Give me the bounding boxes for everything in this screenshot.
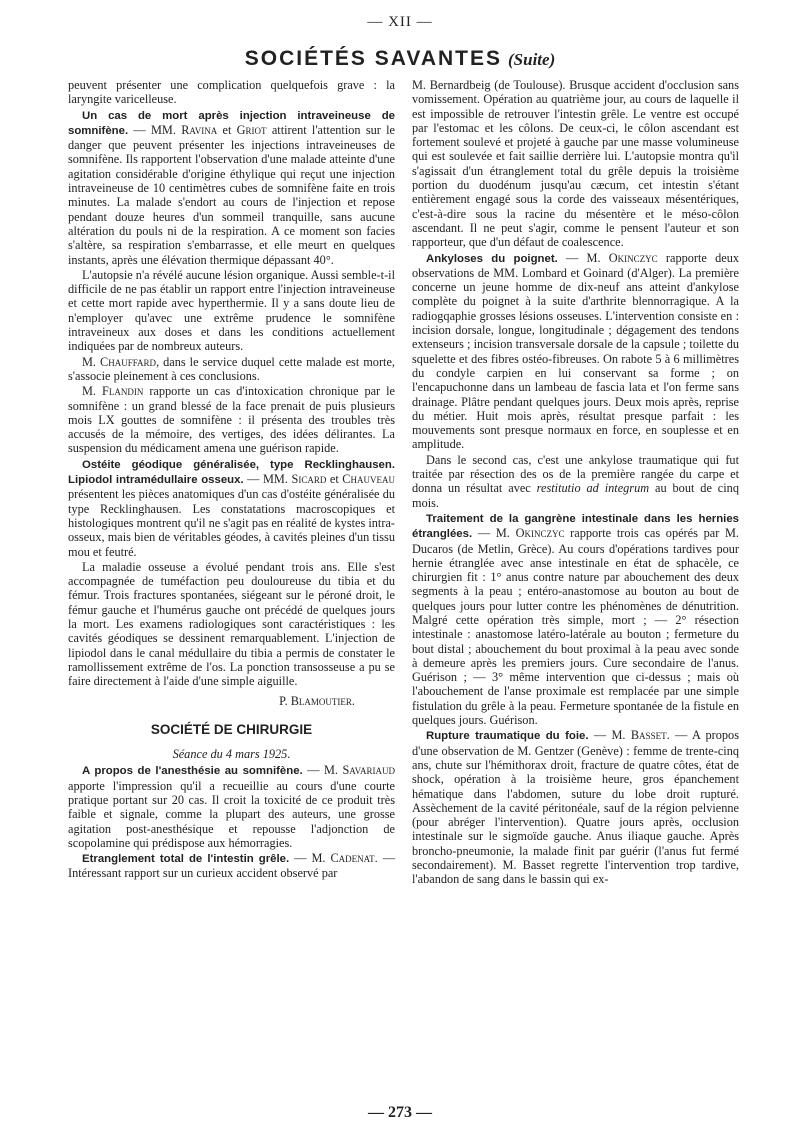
paragraph: Ostéite géodique généralisée, type Recklinghausen. Lipiodol intramédullaire osseux. — MM. Sicard et Chauveau présentent les pièces anatomiques d'un cas d'ostéite généralisée du type Recklinghausen. Les constatations macroscopiques et histologiques montrent qu'il ne s'agit pas en réalité de kystes intra-osseux, mais bien de véritables géodes, à cavités pleines d'un tissu mou et feutré. [68, 458, 395, 559]
left-column [68, 78, 395, 881]
paragraph: M. Flandin rapporte un cas d'intoxication chronique par le somnifène : un grand blessé de la face prenait de puis plusieurs mois LX gouttes de somnifène : il présenta des troubles très accusés de la mémoire, des vertiges, des idées délirantes. La suspension du médicament amena une guérison rapide. [68, 384, 395, 456]
section-title: SOCIÉTÉ DE CHIRURGIE [150, 721, 313, 737]
signature: P. Blamoutier. [279, 694, 355, 709]
paragraph: A propos de l'anesthésie au somnifène. — M. Savariaud apporte l'impression qu'il a recueillie au cours d'une courte pratique portant sur 20 cas. Il croit la toxicité de ce produit très faible et signale, comme la plupart des auteurs, une grosse agitation post-anesthésique et repousse l'adjonction de scopolamine qui prédispose aux hémorragies. [68, 763, 395, 850]
run-in-heading: Un cas de mort après injection intraveineuse de somnifène. [68, 109, 395, 137]
page-number: — 273 — [368, 1104, 432, 1121]
session-date: Séance du 4 mars 1925. [172, 747, 291, 762]
author-name: Okinczyc [515, 526, 565, 541]
paragraph: Traitement de la gangrène intestinale dans les hernies étranglées. — M. Okinczyc rapporte trois cas opérés par M. Ducaros (de Metlin, Grèce). Au cours d'opérations tardives pour hernie étranglée avec anse intestinale en état de sphacèle, ce chirurgien fit : 1° anus contre nature par abouchement des deux segments à la peau ; entéro-anastomose au bouton au bout de quelques jours pour lutter contre les phénomènes de dénutrition. Malgré cette opération très simple, mort ; — 2° résection intestinale : anastomose latéro-latérale au bouton ; fermeture du bout distal ; abouchement du bout proximal à la peau avec sonde à demeure après les premiers jours. Cure secondaire de l'anus. Guérison ; — 3° même intervention que ci-dessus ; mais où l'abouchement de l'anse proximale est remplacée par une simple fistulation du grêle à la peau. Fermeture spontanée de la fistule en quelques jours. Guérison. [412, 512, 740, 728]
author-name: Savariaud [342, 763, 395, 778]
run-in-heading: A propos de l'anesthésie au somnifène. [82, 765, 303, 778]
run-in-heading: Rupture traumatique du foie. [426, 730, 589, 743]
author-name: Cadenat [330, 851, 375, 866]
page-marker: — XII — [367, 14, 433, 30]
paragraph: Dans le second cas, c'est une ankylose traumatique qui fut traitée par résection des os de la première rangée du carpe et donna un résultat avec restitutio ad integrum au bout de cinq mois. [412, 452, 739, 510]
author-name: Sicard [291, 472, 327, 487]
author-name: Okinczyc [608, 250, 658, 265]
paragraph: M. Bernardbeig (de Toulouse). Brusque accident d'occlusion sans vomissement. Opération au quatrième jour, au cours de laquelle il est impossible de retrouver l'intestin grêle. Le ventre est occupé par l'estomac et les côlons. De ceux-ci, le côlon ascendant est fortement soulevé et projeté à gauche par une masse volumineuse qui est soulevée et fait saillie derrière lui. L'autopsie montra qu'il s'agissait d'un étranglement total du grêle depuis la troisième portion du duodénum jusqu'au cæcum, cet intestin s'étant entièrement engagé sous la corde des vaisseaux mésentériques, c'est-à-dire sous la racine du mésentère et le méso-côlon ascendant. Il ne peut s'agir, comme le pensent l'auteur et son rapporteur, que d'un défaut de coalescence. [412, 78, 739, 250]
author-name: Chauffard [100, 354, 157, 369]
paragraph: L'autopsie n'a révélé aucune lésion organique. Aussi semble-t-il difficile de ne pas établir un rapport entre l'injection intraveineuse et cette mort rapide avec hyperthermie. Il y a sans doute lieu de n'employer qu'avec une extrême prudence le somnifène intraveineux aux doses et dans les conditions actuellement indiquées par de nombreux auteurs. [68, 267, 395, 354]
paragraph: La maladie osseuse a évolué pendant trois ans. Elle s'est accompagnée de tuméfaction peu douloureuse du tibia et du fémur. Trois fractures spontanées, siégeant sur le péroné droit, le fémur gauche et l'humérus gauche ont précédé de quelques jours la mort. Les examens radiologiques sont caractéristiques : les cavités géodiques se dessinent remarquablement. L'injection de lipiodol dans le canal médullaire du tibia a permis de constater le ramollissement extrême de l'os. La ponction transosseuse a pu se faire directement à l'aide d'une simple aiguille. [68, 559, 395, 689]
author-name: Griot [236, 122, 267, 137]
run-in-heading: Traitement de la gangrène intestinale dans les hernies étranglées. [412, 512, 739, 541]
run-in-heading: Ankyloses du poignet. [426, 252, 558, 265]
latin-phrase: restitutio ad integrum [536, 481, 650, 496]
heading-title: SOCIÉTÉS SAVANTES [244, 47, 503, 70]
author-name: Chauveau [342, 472, 395, 487]
author-name: Ravina [181, 122, 218, 137]
author-name: Flandin [102, 384, 144, 399]
paragraph: M. Chauffard, dans le service duquel cette malade est morte, s'associe pleinement à ces conclusions. [68, 354, 395, 383]
page-heading [0, 47, 800, 71]
paragraph: Ankyloses du poignet. — M. Okinczyc rapporte deux observations de MM. Lombard et Goinard (d'Alger). La première concerne un jeune homme de dix-neuf ans atteint d'ankylose complète du poignet à la suite d'arthrite blennorragique. A la radiogqaphie grosses lésions osseuses. L'intervention consiste en : incision dorsale, longue, longitudinale ; dégagement des tendons extenseurs ; incision transversale dorsale de la capsule ; toilette du squelette et des fibres ostéo-fibreuses. On rabote 5 à 6 millimètres du condyle carpien en lui conservant sa forme ; on l'encapuchonne dans un lambeau de fascia lata et l'on ferme sans drainage. Plâtre pendant quelques jours. Deux mois après, reprise du métier. Huit mois après, résultat presque parfait : les mouvements sont presque normaux en force, en souplesse et en amplitude. [412, 250, 740, 452]
paragraph: peuvent présenter une complication quelquefois grave : la laryngite varicelleuse. [68, 78, 395, 107]
paragraph: Etranglement total de l'intestin grêle. — M. Cadenat. — Intéressant rapport sur un curieux accident observé par [68, 851, 395, 881]
paragraph: Rupture traumatique du foie. — M. Basset. — A propos d'une observation de M. Gentzer (Genève) : femme de trente-cinq ans, chute sur l'hémithorax droit, fracture de quatre côtes, état de shock, opération à la troisième heure, gros épanchement hématique dans l'abdomen, suture du lobe droit rupturé. Assèchement de la cavité péritonéale, sauf de la région pelvienne (pour abréger l'intervention). Quatre jours après, occlusion intestinale sur le sigmoïde gauche. Anus iliaque gauche. Après broncho-pneumonie, la malade finit par guérir (l'anus fut fermé secondairement). M. Basset regrette l'intervention trop tardive, l'abandon de sang dans le bassin qui ex- [412, 728, 739, 887]
run-in-heading: Ostéite géodique généralisée, type Recklinghausen. Lipiodol intramédullaire osseux. [68, 458, 395, 487]
right-column [412, 78, 739, 887]
paragraph: Un cas de mort après injection intraveineuse de somnifène. — MM. Ravina et Griot attirent l'attention sur le danger que peuvent présenter les injections intraveineuses de somnifène. Ils rapportent l'observation d'une malade atteinte d'une agitation considérable d'origine éthylique qui reçut une injection intraveineuse de 10 centimètres cubes de somnifène faite en trois minutes. La malade s'endort au cours de l'injection et repose pendant douze heures d'un sommeil tranquille, sans aucune altération du pouls ni de la respiration. A ce moment son facies s'altère, sa respiration s'embarrasse, et elle meurt en quelques instants, après une élévation thermique dépassant 40°. [68, 109, 396, 267]
author-name: Basset [630, 728, 667, 743]
run-in-heading: Etranglement total de l'intestin grêle. [82, 853, 290, 866]
heading-subtitle: (Suite) [508, 50, 556, 69]
